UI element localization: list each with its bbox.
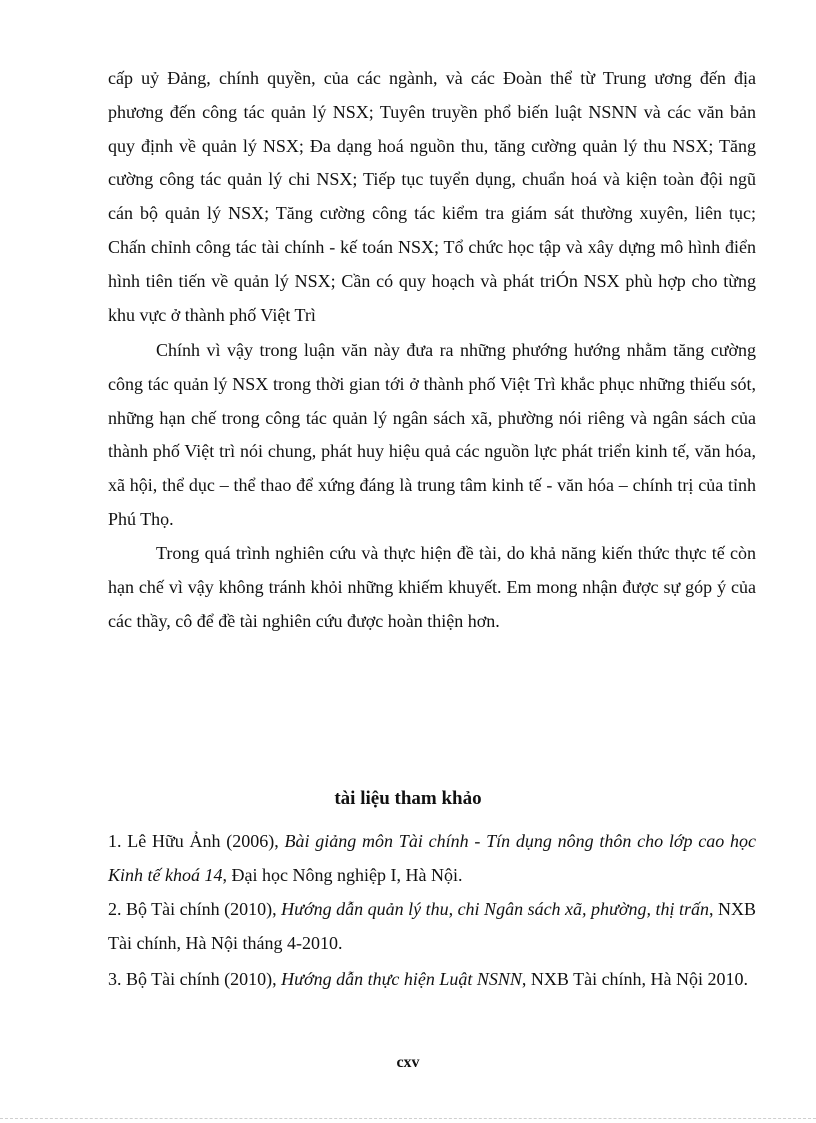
paragraph-continuation: cấp uỷ Đảng, chính quyền, của các ngành, và các Đoàn thể từ Trung ương đến địa phương đến công tác quản lý NSX; Tuyên truyền phổ biến luật NSNN và các văn bản quy định về quản lý NSX; Đa dạng hoá nguồn thu, tăng cường quản lý thu NSX; Tăng cường công tác quản lý chi NSX; Tiếp tục tuyển dụng, chuẩn hoá và kiện toàn đội ngũ cán bộ quản lý NSX; Tăng cường công tác kiểm tra giám sát thường xuyên, liên tục; Chấn chỉnh công tác tài chính - kế toán NSX; Tổ chức học tập và xây dựng mô hình điển hình tiên tiến về quản lý NSX; Cần có quy hoạch và phát triÓn NSX phù hợp cho từng khu vực ở thành phố Việt Trì [108,68,756,325]
page-bottom-border [0,1118,816,1119]
reference-item-2: 2. Bộ Tài chính (2010), Hướng dẫn quản lý thu, chi Ngân sách xã, phường, thị trấn, NXB Tài chính, Hà Nội tháng 4-2010. [108,899,756,953]
paragraph-directions: Chính vì vậy trong luận văn này đưa ra những phướng hướng nhằm tăng cường công tác quản lý NSX trong thời gian tới ở thành phố Việt Trì khắc phục những thiếu sót, những hạn chế trong công tác quản lý ngân sách xã, phường nói riêng và ngân sách của thành phố Việt trì nói chung, phát huy hiệu quả các nguồn lực phát triển kinh tế, văn hóa, xã hội, thể dục – thể thao để xứng đáng là trung tâm kinh tế - văn hóa – chính trị của tỉnh Phú Thọ. [108,340,756,529]
reference-item-3: 3. Bộ Tài chính (2010), Hướng dẫn thực hiện Luật NSNN, NXB Tài chính, Hà Nội 2010. [108,969,749,989]
reference-item-1: 1. Lê Hữu Ảnh (2006), Bài giảng môn Tài chính - Tín dụng nông thôn cho lớp cao học Kinh tế khoá 14, Đại học Nông nghiệp I, Hà Nội. [108,831,756,885]
page-number: cxv [396,1054,420,1071]
references-heading: tài liệu tham khảo [334,788,482,809]
paragraph-closing: Trong quá trình nghiên cứu và thực hiện đề tài, do khả năng kiến thức thực tế còn hạn chế vì vậy không tránh khỏi những khiếm khuyết. Em mong nhận được sự góp ý của các thầy, cô để đề tài nghiên cứu được hoàn thiện hơn. [108,543,756,631]
